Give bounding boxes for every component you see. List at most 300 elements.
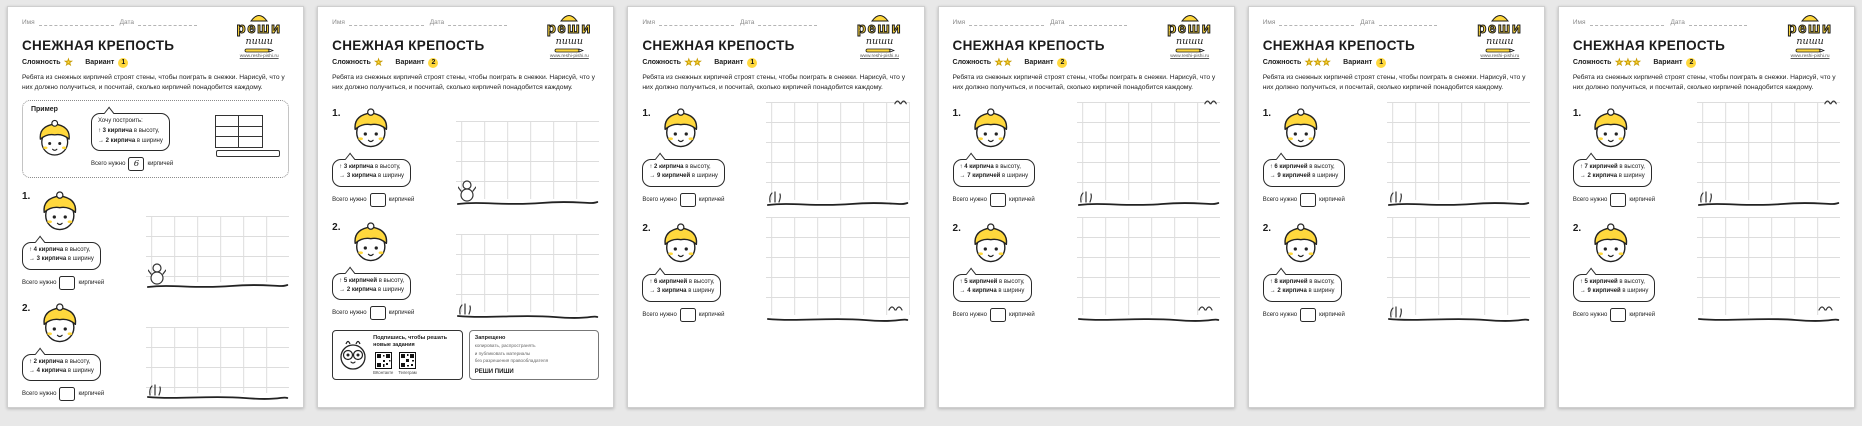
intro-text: Ребята из снежных кирпичей строят стены, чтобы поиграть в снежки. Нарисуй, что у них должно получиться, и посчитай, сколько кирпичей понадобится каждому. bbox=[1262, 74, 1526, 92]
pencil-icon bbox=[554, 48, 584, 53]
worksheet-page bbox=[1248, 6, 1545, 408]
date-input-line[interactable] bbox=[758, 18, 817, 26]
ground-line bbox=[456, 312, 599, 320]
exercise-number: 2. bbox=[952, 223, 961, 235]
ground-line bbox=[766, 200, 909, 208]
height-line bbox=[1580, 278, 1649, 287]
height-suffix: в высоту, bbox=[685, 164, 711, 171]
answer-box[interactable] bbox=[990, 193, 1006, 207]
total-prefix: Всего нужно bbox=[1262, 196, 1298, 203]
exercise bbox=[1263, 217, 1530, 323]
total-suffix: кирпичей bbox=[78, 279, 105, 286]
total-suffix: кирпичей bbox=[388, 310, 415, 317]
width-line bbox=[339, 172, 404, 181]
total-suffix: кирпичей bbox=[147, 160, 174, 167]
worksheet-page bbox=[317, 6, 614, 408]
example-label: Пример bbox=[31, 106, 58, 114]
difficulty-stars: ★ bbox=[374, 57, 384, 67]
total-prefix: Всего нужно bbox=[332, 196, 367, 203]
forbidden-title: Запрещено bbox=[474, 335, 506, 342]
answer-box[interactable] bbox=[680, 308, 696, 322]
drawing-grid[interactable] bbox=[146, 216, 289, 282]
intro-text: Ребята из снежных кирпичей строят стены, чтобы поиграть в снежки. Нарисуй, что у них должно получиться, и посчитай, сколько кирпичей понадобится каждому. bbox=[642, 74, 906, 92]
right-arrow-icon: → bbox=[959, 288, 966, 295]
site-link[interactable]: www.reshi-pishi.ru bbox=[1790, 53, 1830, 59]
speech-bubble bbox=[22, 354, 101, 382]
height-suffix: в высоту, bbox=[1309, 279, 1335, 286]
example-answer-box: 6 bbox=[128, 157, 144, 171]
width-suffix: в ширину bbox=[1618, 173, 1645, 180]
logo-word-pishi: пиши bbox=[1796, 36, 1824, 47]
speech-bubble bbox=[332, 273, 411, 301]
total-row bbox=[332, 306, 448, 320]
difficulty-stars: ★★ bbox=[684, 57, 703, 67]
reshi-pishi-logo bbox=[227, 14, 291, 59]
worksheet-page bbox=[938, 6, 1235, 408]
difficulty-label: Сложность bbox=[642, 59, 681, 66]
page-title: СНЕЖНАЯ КРЕПОСТЬ bbox=[952, 38, 1105, 53]
reshi-pishi-logo bbox=[848, 14, 912, 59]
answer-box[interactable] bbox=[1610, 308, 1626, 322]
answer-box[interactable] bbox=[1610, 193, 1626, 207]
height-line bbox=[960, 163, 1029, 172]
up-arrow-icon: ↑ bbox=[29, 246, 32, 253]
name-label: Имя bbox=[1262, 19, 1276, 26]
name-input-line[interactable] bbox=[659, 18, 734, 26]
subscribe-box bbox=[332, 330, 463, 380]
width-value: 7 кирпичей bbox=[967, 173, 1001, 180]
variant-label: Вариант bbox=[714, 59, 744, 66]
height-value: 4 кирпича bbox=[33, 246, 64, 253]
date-input-line[interactable] bbox=[138, 18, 197, 26]
total-prefix: Всего нужно bbox=[1572, 196, 1608, 203]
total-suffix: кирпичей bbox=[1008, 311, 1035, 318]
width-line bbox=[1270, 172, 1339, 181]
drawing-grid[interactable] bbox=[456, 121, 599, 199]
ground-line bbox=[1387, 200, 1530, 208]
character-illustration bbox=[31, 114, 83, 160]
exercise bbox=[1573, 102, 1840, 208]
worksheet-page bbox=[7, 6, 304, 408]
up-arrow-icon: ↑ bbox=[959, 164, 963, 171]
total-row bbox=[1573, 193, 1689, 207]
grass-doodle bbox=[1389, 306, 1403, 318]
drawing-grid[interactable] bbox=[1387, 217, 1530, 315]
variant-label: Вариант bbox=[85, 59, 115, 66]
date-label: Дата bbox=[739, 19, 755, 26]
speech-bubble bbox=[642, 274, 721, 302]
width-value: 2 кирпича bbox=[346, 286, 377, 293]
total-prefix: Всего нужно bbox=[1572, 311, 1608, 318]
qr-label-vk: ВКонтакте bbox=[373, 369, 394, 375]
answer-box[interactable] bbox=[59, 276, 75, 290]
height-value: 8 кирпичей bbox=[1274, 279, 1308, 286]
total-suffix: кирпичей bbox=[1319, 311, 1345, 318]
corner-bird-doodle bbox=[1204, 97, 1218, 107]
page-footer bbox=[332, 330, 599, 380]
total-prefix: Всего нужно bbox=[1262, 311, 1298, 318]
grass-doodle bbox=[768, 191, 782, 203]
height-value: 5 кирпичей bbox=[1584, 279, 1618, 286]
drawing-grid[interactable] bbox=[766, 102, 909, 200]
answer-box[interactable] bbox=[680, 193, 696, 207]
height-value: 2 кирпича bbox=[654, 164, 684, 171]
drawing-grid[interactable] bbox=[766, 217, 909, 315]
character-boy-in-beanie bbox=[1585, 102, 1635, 152]
date-label: Дата bbox=[1360, 19, 1375, 26]
intro-text: Ребята из снежных кирпичей строят стены, чтобы поиграть в снежки. Нарисуй, что у них должно получиться, и посчитай, сколько кирпичей понадобится каждому. bbox=[1572, 74, 1836, 92]
bird-doodle bbox=[1198, 303, 1214, 313]
reshi-pishi-logo bbox=[537, 14, 601, 59]
page-title: СНЕЖНАЯ КРЕПОСТЬ bbox=[1572, 38, 1726, 53]
total-suffix: кирпичей bbox=[1629, 196, 1656, 203]
drawing-grid[interactable] bbox=[146, 327, 289, 393]
right-arrow-icon: → bbox=[29, 256, 35, 263]
drawing-grid[interactable] bbox=[1697, 102, 1840, 200]
speech-bubble bbox=[1573, 274, 1656, 302]
variant-label: Вариант bbox=[1343, 59, 1373, 66]
total-suffix: кирпичей bbox=[78, 391, 105, 398]
site-link[interactable]: www.reshi-pishi.ru bbox=[1480, 53, 1520, 59]
exercise-number: 1. bbox=[22, 190, 31, 202]
total-prefix: Всего нужно bbox=[91, 160, 126, 167]
reshi-pishi-logo bbox=[1468, 14, 1532, 59]
width-line bbox=[1270, 287, 1335, 296]
up-arrow-icon: ↑ bbox=[1269, 279, 1273, 286]
width-suffix: в ширину bbox=[1312, 173, 1339, 180]
example-wall-drawing bbox=[216, 106, 280, 157]
example-wall bbox=[216, 116, 280, 148]
total-suffix: кирпичей bbox=[1629, 311, 1656, 318]
bubble-title: Хочу построить: bbox=[98, 118, 143, 125]
grass-doodle bbox=[1079, 191, 1093, 203]
name-label: Имя bbox=[1572, 19, 1586, 26]
date-input-line[interactable] bbox=[448, 18, 507, 26]
width-suffix: в ширину bbox=[67, 256, 94, 263]
forbidden-line: без разрешения правообладателя bbox=[474, 357, 549, 363]
speech-bubble bbox=[1573, 159, 1652, 187]
wall-brick bbox=[215, 136, 240, 148]
difficulty-stars: ★★★ bbox=[1615, 57, 1642, 67]
right-arrow-icon: → bbox=[649, 288, 656, 295]
height-line bbox=[649, 163, 718, 172]
exercise-number: 1. bbox=[642, 108, 651, 120]
difficulty-label: Сложность bbox=[952, 59, 992, 66]
logo-word-reshi: реши bbox=[1167, 20, 1213, 37]
height-line bbox=[649, 278, 714, 287]
right-arrow-icon: → bbox=[1579, 173, 1586, 180]
date-label: Дата bbox=[429, 19, 445, 26]
speech-bubble bbox=[332, 159, 411, 187]
height-line bbox=[98, 127, 163, 136]
name-label: Имя bbox=[332, 19, 345, 26]
ground-line bbox=[1077, 315, 1220, 323]
meta-row bbox=[332, 18, 521, 26]
height-value: 4 кирпича bbox=[964, 164, 994, 171]
speech-bubble bbox=[22, 242, 101, 270]
drawing-grid[interactable] bbox=[456, 234, 599, 312]
wall-brick bbox=[238, 136, 263, 148]
character-girl-in-star-hood bbox=[345, 102, 395, 152]
width-suffix: в ширину bbox=[1622, 288, 1649, 295]
width-value: 2 кирпича bbox=[105, 137, 136, 144]
height-suffix: в высоту, bbox=[995, 164, 1021, 171]
width-value: 3 кирпича bbox=[657, 288, 687, 295]
name-label: Имя bbox=[22, 19, 35, 26]
logo-word-pishi: пиши bbox=[865, 36, 894, 47]
difficulty-label: Сложность bbox=[1262, 59, 1302, 66]
character-boy-in-ushanka bbox=[655, 102, 705, 152]
total-prefix: Всего нужно bbox=[952, 196, 987, 203]
width-suffix: в ширину bbox=[688, 288, 715, 295]
width-suffix: в ширину bbox=[1002, 173, 1029, 180]
difficulty-label: Сложность bbox=[1572, 59, 1612, 66]
name-input-line[interactable] bbox=[39, 18, 114, 26]
exercise bbox=[953, 217, 1220, 323]
answer-box[interactable] bbox=[1300, 193, 1316, 207]
worksheet-page bbox=[627, 6, 924, 408]
height-line bbox=[339, 277, 404, 286]
qr-label-telegram: Телеграм bbox=[398, 369, 417, 375]
speech-bubble bbox=[1263, 159, 1346, 187]
width-value: 9 кирпичей bbox=[657, 173, 691, 180]
name-input-line[interactable] bbox=[1279, 18, 1354, 26]
width-suffix: в ширину bbox=[136, 137, 163, 144]
height-suffix: в высоту, bbox=[1619, 279, 1645, 286]
site-link[interactable]: www.reshi-pishi.ru bbox=[549, 53, 589, 59]
answer-box[interactable] bbox=[1300, 308, 1316, 322]
name-input-line[interactable] bbox=[969, 18, 1044, 26]
pencil-icon bbox=[244, 48, 274, 53]
ground-line bbox=[1077, 200, 1220, 208]
width-value: 9 кирпичей bbox=[1277, 173, 1311, 180]
date-label: Дата bbox=[1670, 19, 1685, 26]
variant-badge: 2 bbox=[1686, 58, 1696, 68]
logo-word-reshi: реши bbox=[546, 20, 592, 37]
logo-word-reshi: реши bbox=[1787, 20, 1833, 37]
exercise-number: 2. bbox=[1262, 223, 1272, 235]
forbidden-line: и публиковать материалы bbox=[474, 350, 531, 356]
variant-badge: 2 bbox=[1057, 58, 1067, 68]
variant-label: Вариант bbox=[1024, 59, 1054, 66]
total-prefix: Всего нужно bbox=[22, 391, 57, 398]
ground-line bbox=[766, 315, 909, 323]
width-line bbox=[29, 367, 94, 376]
drawing-grid[interactable] bbox=[1387, 102, 1530, 200]
width-value: 4 кирпича bbox=[36, 367, 67, 374]
up-arrow-icon: ↑ bbox=[1579, 164, 1583, 171]
variant-badge: 1 bbox=[1376, 58, 1386, 68]
right-arrow-icon: → bbox=[29, 367, 35, 374]
height-value: 2 кирпича bbox=[33, 358, 64, 365]
grass-doodle bbox=[458, 303, 472, 315]
drawing-grid[interactable] bbox=[1697, 217, 1840, 315]
answer-box[interactable] bbox=[370, 306, 386, 320]
exercise bbox=[642, 102, 909, 208]
exercise-number: 2. bbox=[1572, 223, 1582, 235]
height-suffix: в высоту, bbox=[999, 279, 1025, 286]
page-title: СНЕЖНАЯ КРЕПОСТЬ bbox=[642, 38, 795, 53]
total-row bbox=[1573, 308, 1689, 322]
height-value: 5 кирпичей bbox=[964, 279, 998, 286]
total-suffix: кирпичей bbox=[698, 196, 725, 203]
drawing-grid[interactable] bbox=[1077, 102, 1220, 200]
page-title: СНЕЖНАЯ КРЕПОСТЬ bbox=[22, 38, 175, 53]
total-suffix: кирпичей bbox=[698, 311, 725, 318]
width-line bbox=[98, 137, 163, 146]
date-input-line[interactable] bbox=[1069, 18, 1128, 26]
total-row bbox=[642, 193, 758, 207]
exercise-number: 1. bbox=[1572, 108, 1582, 120]
logo-word-reshi: реши bbox=[1477, 20, 1523, 37]
height-value: 5 кирпичей bbox=[343, 277, 378, 284]
date-input-line[interactable] bbox=[1379, 18, 1438, 26]
grass-doodle bbox=[148, 384, 162, 396]
answer-box[interactable] bbox=[370, 193, 386, 207]
width-line bbox=[960, 287, 1025, 296]
total-prefix: Всего нужно bbox=[22, 279, 57, 286]
width-suffix: в ширину bbox=[1308, 288, 1335, 295]
width-value: 3 кирпича bbox=[36, 256, 67, 263]
site-link[interactable]: www.reshi-pishi.ru bbox=[1170, 53, 1210, 59]
character-kid-with-earmuffs bbox=[1275, 217, 1325, 267]
right-arrow-icon: → bbox=[1269, 173, 1276, 180]
exercise-number: 2. bbox=[22, 302, 31, 314]
corner-bird-doodle bbox=[894, 97, 908, 107]
up-arrow-icon: ↑ bbox=[959, 279, 963, 286]
meta-row bbox=[1263, 18, 1452, 26]
total-row bbox=[1263, 308, 1379, 322]
exercise bbox=[953, 102, 1220, 208]
site-link[interactable]: www.reshi-pishi.ru bbox=[239, 53, 279, 59]
right-arrow-icon: → bbox=[1269, 288, 1276, 295]
up-arrow-icon: ↑ bbox=[1579, 279, 1583, 286]
copyright-box bbox=[469, 330, 600, 380]
character-girl-with-curly-hair bbox=[655, 217, 705, 267]
exercise-number: 2. bbox=[642, 223, 651, 235]
total-row bbox=[22, 276, 138, 290]
width-line bbox=[1580, 287, 1649, 296]
example-speech-bubble bbox=[91, 113, 170, 151]
answer-box[interactable] bbox=[990, 308, 1006, 322]
total-row bbox=[953, 193, 1069, 207]
width-line bbox=[339, 286, 404, 295]
ground-line bbox=[146, 282, 289, 290]
site-link[interactable]: www.reshi-pishi.ru bbox=[860, 53, 899, 59]
intro-text: Ребята из снежных кирпичей строят стены, чтобы поиграть в снежки. Нарисуй, что у них должно получиться, и посчитай, сколько кирпичей понадобится каждому. bbox=[952, 74, 1216, 92]
difficulty-label: Сложность bbox=[22, 59, 61, 66]
pencil-icon bbox=[1485, 48, 1515, 53]
difficulty-label: Сложность bbox=[332, 59, 371, 66]
name-input-line[interactable] bbox=[1590, 18, 1665, 26]
total-suffix: кирпичей bbox=[388, 196, 415, 203]
width-line bbox=[1580, 172, 1645, 181]
character-boy-in-santa-hat bbox=[965, 217, 1015, 267]
ground-line bbox=[1697, 315, 1840, 323]
up-arrow-icon: ↑ bbox=[649, 164, 653, 171]
character-boy-in-knit-hat bbox=[345, 216, 395, 266]
drawing-grid[interactable] bbox=[1077, 217, 1220, 315]
height-line bbox=[1270, 163, 1339, 172]
width-value: 3 кирпича bbox=[346, 173, 377, 180]
total-row bbox=[953, 308, 1069, 322]
difficulty-stars: ★★★ bbox=[1305, 57, 1332, 67]
wall-base bbox=[216, 150, 280, 157]
worksheet-page bbox=[1558, 6, 1855, 408]
bird-doodle bbox=[1818, 303, 1834, 313]
height-line bbox=[1270, 278, 1335, 287]
difficulty-stars: ★ bbox=[64, 57, 74, 67]
date-label: Дата bbox=[1050, 19, 1065, 26]
height-suffix: в высоту, bbox=[1309, 164, 1335, 171]
right-arrow-icon: → bbox=[98, 137, 104, 144]
width-line bbox=[960, 172, 1029, 181]
exercise-number: 2. bbox=[332, 221, 341, 233]
variant-label: Вариант bbox=[395, 59, 425, 66]
height-suffix: в высоту, bbox=[1619, 164, 1645, 171]
reshi-pishi-logo bbox=[1778, 14, 1842, 59]
height-line bbox=[960, 278, 1025, 287]
speech-bubble bbox=[1263, 274, 1342, 302]
width-line bbox=[29, 255, 94, 264]
height-line bbox=[1580, 163, 1645, 172]
meta-row bbox=[1573, 18, 1762, 26]
height-line bbox=[29, 246, 94, 255]
logo-word-pishi: пиши bbox=[245, 36, 273, 47]
up-arrow-icon: ↑ bbox=[649, 279, 653, 286]
intro-text: Ребята из снежных кирпичей строят стены, чтобы поиграть в снежки. Нарисуй, что у них должно получиться, и посчитай, сколько кирпичей понадобится каждому. bbox=[22, 74, 285, 92]
date-input-line[interactable] bbox=[1689, 18, 1748, 26]
width-suffix: в ширину bbox=[998, 288, 1025, 295]
corner-bird-doodle bbox=[1824, 97, 1838, 107]
width-line bbox=[649, 287, 714, 296]
example-box bbox=[22, 100, 289, 178]
forbidden-line: копировать, распространять bbox=[474, 343, 536, 349]
name-label: Имя bbox=[642, 19, 656, 26]
page-title: СНЕЖНАЯ КРЕПОСТЬ bbox=[1262, 38, 1415, 53]
width-suffix: в ширину bbox=[378, 173, 405, 180]
width-suffix: в ширину bbox=[378, 286, 405, 293]
total-row bbox=[22, 387, 138, 401]
pencil-icon bbox=[1795, 48, 1825, 53]
bird-doodle bbox=[888, 303, 904, 313]
exercise bbox=[1573, 217, 1840, 323]
name-input-line[interactable] bbox=[349, 18, 424, 26]
qr-code-vk bbox=[375, 352, 392, 369]
subscribe-text: Подпишись, чтобы решать новые задания bbox=[373, 335, 448, 349]
logo-word-reshi: реши bbox=[856, 20, 903, 37]
reshi-pishi-logo bbox=[1158, 14, 1222, 59]
variant-badge: 1 bbox=[747, 58, 757, 68]
date-label: Дата bbox=[119, 19, 134, 26]
grass-doodle bbox=[1389, 191, 1403, 203]
total-suffix: кирпичей bbox=[1319, 196, 1345, 203]
qr-code-telegram bbox=[399, 352, 416, 369]
intro-text: Ребята из снежных кирпичей строят стены, чтобы поиграть в снежки. Нарисуй, что у них должно получиться, и посчитай, сколько кирпичей понадобится каждому. bbox=[332, 74, 595, 92]
character-kid-in-dragon-hood bbox=[34, 297, 84, 347]
grass-doodle bbox=[1699, 191, 1713, 203]
exercise bbox=[1263, 102, 1530, 208]
character-girl-with-scarf bbox=[1275, 102, 1325, 152]
speech-bubble bbox=[642, 159, 725, 187]
width-value: 2 кирпича bbox=[1277, 288, 1307, 295]
ground-line bbox=[1697, 200, 1840, 208]
total-row bbox=[642, 308, 758, 322]
answer-box[interactable] bbox=[59, 387, 75, 401]
exercise-number: 1. bbox=[332, 108, 341, 120]
total-prefix: Всего нужно bbox=[642, 196, 677, 203]
meta-row bbox=[642, 18, 831, 26]
